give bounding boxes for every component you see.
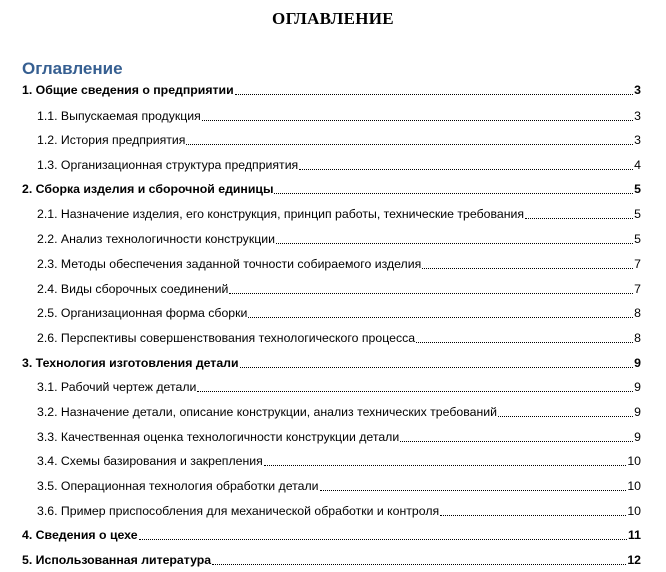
toc-subsection-entry[interactable]: [37, 157, 641, 173]
toc-subsection-entry[interactable]: [37, 503, 641, 519]
toc-entry-title: 3.4. Схемы базирования и закрепления: [37, 454, 263, 468]
toc-dot-leader: [422, 268, 633, 269]
toc-entry-title: 2.6. Перспективы совершенствования технологического процесса: [37, 331, 416, 345]
toc-entry-title: 5. Использованная литература: [22, 553, 212, 567]
toc-entry-title: 1.2. История предприятия: [37, 133, 186, 147]
toc-page-number: 7: [634, 257, 641, 271]
toc-entry-title: 2.1. Назначение изделия, его конструкция, принцип работы, технические требования: [37, 207, 525, 221]
toc-entry-title: 4. Сведения о цехе: [22, 528, 138, 542]
toc-page-number: 9: [634, 405, 641, 419]
toc-entry-title: 1.3. Организационная структура предприятия: [37, 158, 299, 172]
toc-page-number: 5: [634, 182, 641, 196]
toc-entry-title: 3.1. Рабочий чертеж детали: [37, 380, 197, 394]
toc-dot-leader: [498, 416, 633, 417]
toc-dot-leader: [299, 169, 633, 170]
toc-subsection-entry[interactable]: [37, 231, 641, 247]
toc-section-entry[interactable]: [22, 181, 641, 197]
toc-section-entry[interactable]: [22, 552, 641, 568]
toc-page-number: 5: [634, 232, 641, 246]
toc-subsection-entry[interactable]: [37, 108, 641, 124]
toc-entry-title: 3.5. Операционная технология обработки детали: [37, 479, 319, 493]
toc-dot-leader: [186, 144, 633, 145]
toc-entry-title: 2.5. Организационная форма сборки: [37, 306, 248, 320]
toc-subsection-entry[interactable]: [37, 429, 641, 445]
toc-dot-leader: [525, 218, 633, 219]
toc-page-number: 7: [634, 282, 641, 296]
toc-page-number: 10: [627, 479, 641, 493]
toc-entry-title: 2.2. Анализ технологичности конструкции: [37, 232, 275, 246]
toc-subsection-entry[interactable]: [37, 281, 641, 297]
toc-heading: Оглавление: [22, 59, 123, 78]
toc-page-number: 9: [634, 380, 641, 394]
toc-dot-leader: [400, 441, 633, 442]
toc-subsection-entry[interactable]: [37, 305, 641, 321]
toc-dot-leader: [240, 367, 634, 368]
toc-subsection-entry[interactable]: [37, 330, 641, 346]
toc-dot-leader: [276, 243, 633, 244]
toc-entry-title: 3.2. Назначение детали, описание конструкции, анализ технических требований: [37, 405, 497, 419]
toc-entry-title: 2.3. Методы обеспечения заданной точности собираемого изделия: [37, 257, 422, 271]
toc-section-entry[interactable]: [22, 82, 641, 98]
toc-entry-title: 1. Общие сведения о предприятии: [22, 83, 234, 97]
toc-dot-leader: [202, 120, 633, 121]
toc-page-number: 8: [634, 331, 641, 345]
toc-page-number: 5: [634, 207, 641, 221]
toc-page-number: 9: [634, 430, 641, 444]
page-title: ОГЛАВЛЕНИЕ: [272, 9, 394, 28]
toc-subsection-entry[interactable]: [37, 256, 641, 272]
toc-dot-leader: [212, 564, 626, 565]
toc-subsection-entry[interactable]: [37, 206, 641, 222]
toc-subsection-entry[interactable]: [37, 453, 641, 469]
toc-page-number: 9: [634, 356, 641, 370]
toc-page-number: 3: [634, 109, 641, 123]
toc-subsection-entry[interactable]: [37, 478, 641, 494]
toc-entry-title: 2.4. Виды сборочных соединений: [37, 282, 229, 296]
toc-entry-title: 3. Технология изготовления детали: [22, 356, 239, 370]
toc-subsection-entry[interactable]: [37, 379, 641, 395]
toc-dot-leader: [235, 94, 634, 95]
toc-dot-leader: [320, 490, 627, 491]
toc-page-number: 3: [634, 133, 641, 147]
toc-dot-leader: [139, 539, 627, 540]
toc-entry-title: 3.3. Качественная оценка технологичности конструкции детали: [37, 430, 400, 444]
toc-page-number: 4: [634, 158, 641, 172]
toc-subsection-entry[interactable]: [37, 132, 641, 148]
toc-page-number: 8: [634, 306, 641, 320]
toc-section-entry[interactable]: [22, 527, 641, 543]
toc-entry-title: 2. Сборка изделия и сборочной единицы: [22, 182, 274, 196]
toc-dot-leader: [197, 391, 633, 392]
toc-dot-leader: [416, 342, 633, 343]
toc-page-number: 3: [634, 83, 641, 97]
toc-dot-leader: [229, 293, 633, 294]
toc-entry-title: 3.6. Пример приспособления для механической обработки и контроля: [37, 504, 440, 518]
toc-page-number: 12: [627, 553, 641, 567]
toc-section-entry[interactable]: [22, 355, 641, 371]
toc-page-number: 10: [627, 504, 641, 518]
toc-dot-leader: [274, 193, 633, 194]
toc-dot-leader: [264, 465, 627, 466]
toc-page-number: 11: [628, 528, 641, 542]
toc-dot-leader: [248, 317, 633, 318]
toc-subsection-entry[interactable]: [37, 404, 641, 420]
toc-dot-leader: [440, 515, 626, 516]
toc-page-number: 10: [627, 454, 641, 468]
toc-entry-title: 1.1. Выпускаемая продукция: [37, 109, 201, 123]
